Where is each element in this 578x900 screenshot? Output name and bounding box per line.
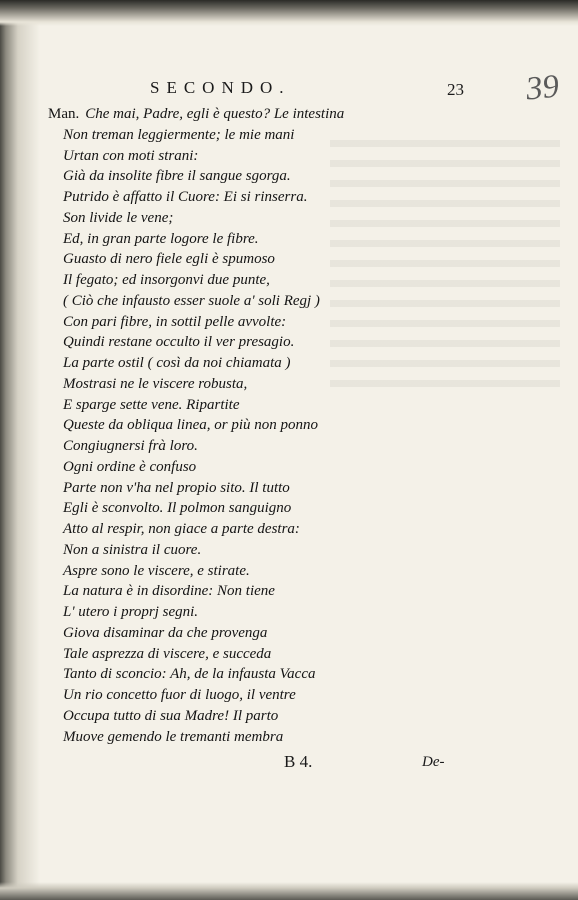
- verse-line: Aspre sono le viscere, e stirate.: [63, 562, 250, 579]
- verse-line: Atto al respir, non giace a parte destra:: [63, 521, 300, 537]
- verse-line: Putrido è affatto il Cuore: Ei si rinserra.: [63, 189, 308, 205]
- catchword: De-: [422, 754, 445, 770]
- verse-line: Giova disaminar da che provenga: [63, 624, 268, 641]
- verse-line: Il fegato; ed insorgonvi due punte,: [63, 272, 270, 288]
- verse-line: ( Ciò che infausto esser suole a' soli Regj ): [63, 292, 320, 309]
- verse-line: Guasto di nero fiele egli è spumoso: [63, 251, 275, 268]
- signature-mark: B 4.: [284, 752, 313, 771]
- verse-line: Tale asprezza di viscere, e succeda: [63, 645, 272, 662]
- verse-line: Ed, in gran parte logore le fibre.: [63, 230, 259, 247]
- running-title: SECONDO.: [150, 78, 291, 97]
- verse-line: La parte ostil ( così da noi chiamata ): [63, 355, 291, 371]
- verse-line: Son livide le vene;: [63, 209, 174, 226]
- verse-line: Mostrasi ne le viscere robusta,: [63, 375, 248, 392]
- verse-line: E sparge sette vene. Ripartite: [63, 396, 240, 413]
- speaker-name: Man.: [48, 106, 80, 122]
- verse-line: Quindi restane occulto il ver presagio.: [63, 334, 295, 351]
- verse-line: La natura è in disordine: Non tiene: [63, 583, 275, 600]
- verse-line: Non treman leggiermente; le mie mani: [63, 126, 295, 143]
- binding-shadow: [0, 0, 40, 900]
- verse-line: Ogni ordine è confuso: [63, 458, 197, 475]
- verse-line: Congiugnersi frà loro.: [63, 438, 198, 454]
- verse-line: Occupa tutto di sua Madre! Il parto: [63, 707, 279, 724]
- verse-line: Queste da obliqua linea, or più non ponno: [63, 417, 318, 434]
- verse-line: Un rio concetto fuor di luogo, il ventre: [63, 687, 296, 703]
- verse-line: Parte non v'ha nel propio sito. Il tutto: [63, 479, 290, 496]
- verse-line: Che mai, Padre, egli è questo? Le intestina: [85, 106, 345, 122]
- verse-line: Tanto di sconcio: Ah, de la infausta Vacca: [63, 666, 316, 683]
- verse-text: [48, 104, 518, 747]
- verse-line: Non a sinistra il cuore.: [63, 541, 202, 558]
- verse-line: Muove gemendo le tremanti membra: [63, 728, 284, 745]
- verse-line: L' utero i proprj segni.: [63, 604, 199, 620]
- handwritten-folio-number: 39: [524, 68, 561, 108]
- verse-line: Urtan con moti strani:: [63, 147, 199, 164]
- verse-line: Già da insolite fibre il sangue sgorga.: [63, 168, 291, 185]
- verse-line: Egli è sconvolto. Il polmon sanguigno: [63, 500, 292, 517]
- verse-line-first: [48, 104, 518, 125]
- verse-line: Con pari fibre, in sottil pelle avvolte:: [63, 313, 287, 330]
- top-edge-shadow: [0, 0, 578, 26]
- bottom-edge-shadow: [0, 882, 578, 900]
- page-number: 23: [447, 80, 464, 99]
